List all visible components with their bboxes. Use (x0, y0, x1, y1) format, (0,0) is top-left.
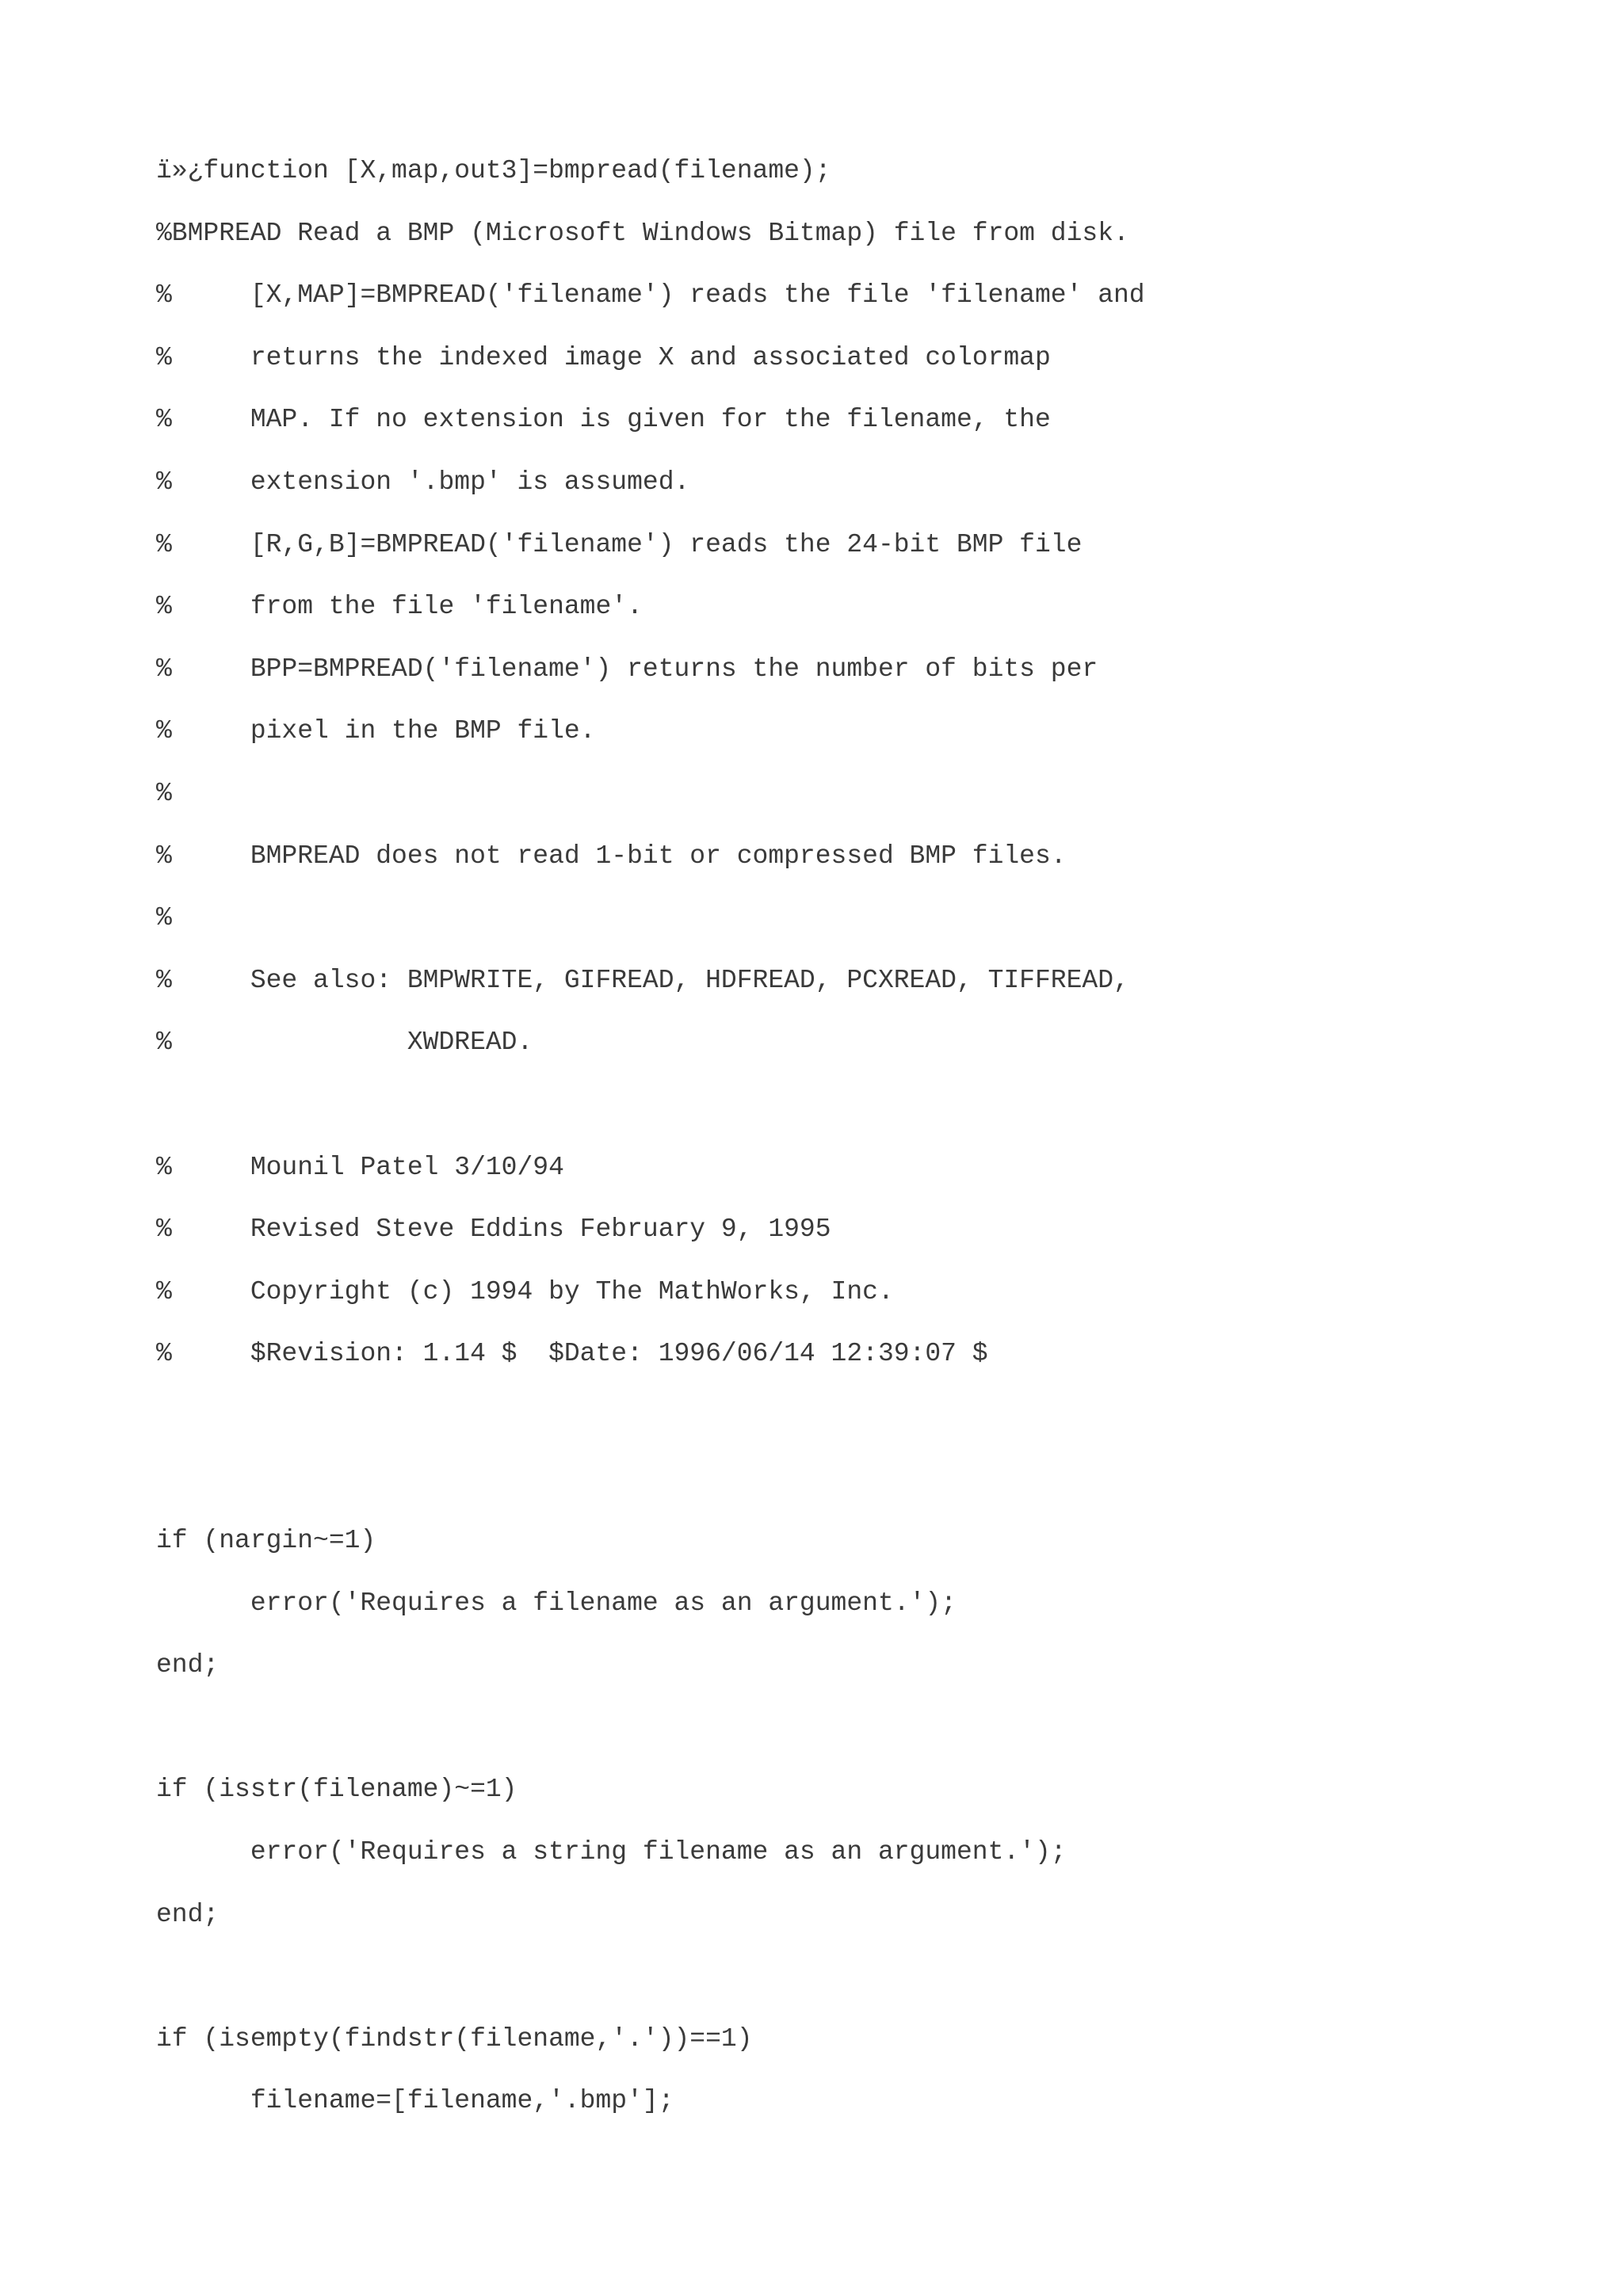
code-line: % MAP. If no extension is given for the filename, the (156, 405, 1051, 435)
code-document (156, 147, 1583, 2140)
code-line: % returns the indexed image X and associated colormap (156, 342, 1051, 372)
code-line (156, 1081, 1583, 1144)
code-line (156, 1704, 1583, 1767)
code-line: % [X,MAP]=BMPREAD('filename') reads the file 'filename' and (156, 280, 1145, 311)
code-line: end; (156, 1899, 220, 1929)
code-line: filename=[filename,'.bmp']; (156, 2086, 674, 2116)
code-line: % pixel in the BMP file. (156, 716, 596, 746)
code-line: %BMPREAD Read a BMP (Microsoft Windows Bitmap) file from disk. (156, 218, 1129, 248)
code-line: % BPP=BMPREAD('filename') returns the number of bits per (156, 654, 1098, 684)
code-line: % $Revision: 1.14 $ $Date: 1996/06/14 12:39:07 $ (156, 1339, 988, 1369)
code-line: ï»¿function [X,map,out3]=bmpread(filename); (156, 156, 831, 185)
code-line (156, 1953, 1583, 2016)
code-line: error('Requires a filename as an argument.'); (156, 1588, 957, 1618)
code-line: % (156, 778, 172, 808)
code-line (156, 1455, 1583, 1517)
code-line: if (nargin~=1) (156, 1526, 376, 1556)
code-line: if (isempty(findstr(filename,'.'))==1) (156, 2023, 753, 2054)
code-line: % BMPREAD does not read 1-bit or compressed BMP files. (156, 841, 1067, 871)
code-line: % from the file 'filename'. (156, 592, 643, 622)
code-line: % Mounil Patel 3/10/94 (156, 1152, 564, 1182)
code-line: % (156, 903, 172, 933)
code-line: error('Requires a string filename as an argument.'); (156, 1837, 1067, 1867)
code-line: % See also: BMPWRITE, GIFREAD, HDFREAD, PCXREAD, TIFFREAD, (156, 965, 1129, 995)
code-line: % [R,G,B]=BMPREAD('filename') reads the 24-bit BMP file (156, 529, 1083, 559)
code-line: end; (156, 1650, 220, 1680)
code-line: % XWDREAD. (156, 1028, 533, 1058)
code-line: if (isstr(filename)~=1) (156, 1775, 517, 1805)
code-line (156, 1393, 1583, 1455)
code-line: % extension '.bmp' is assumed. (156, 467, 690, 497)
code-line: % Copyright (c) 1994 by The MathWorks, Inc. (156, 1276, 894, 1306)
code-line: % Revised Steve Eddins February 9, 1995 (156, 1215, 831, 1245)
